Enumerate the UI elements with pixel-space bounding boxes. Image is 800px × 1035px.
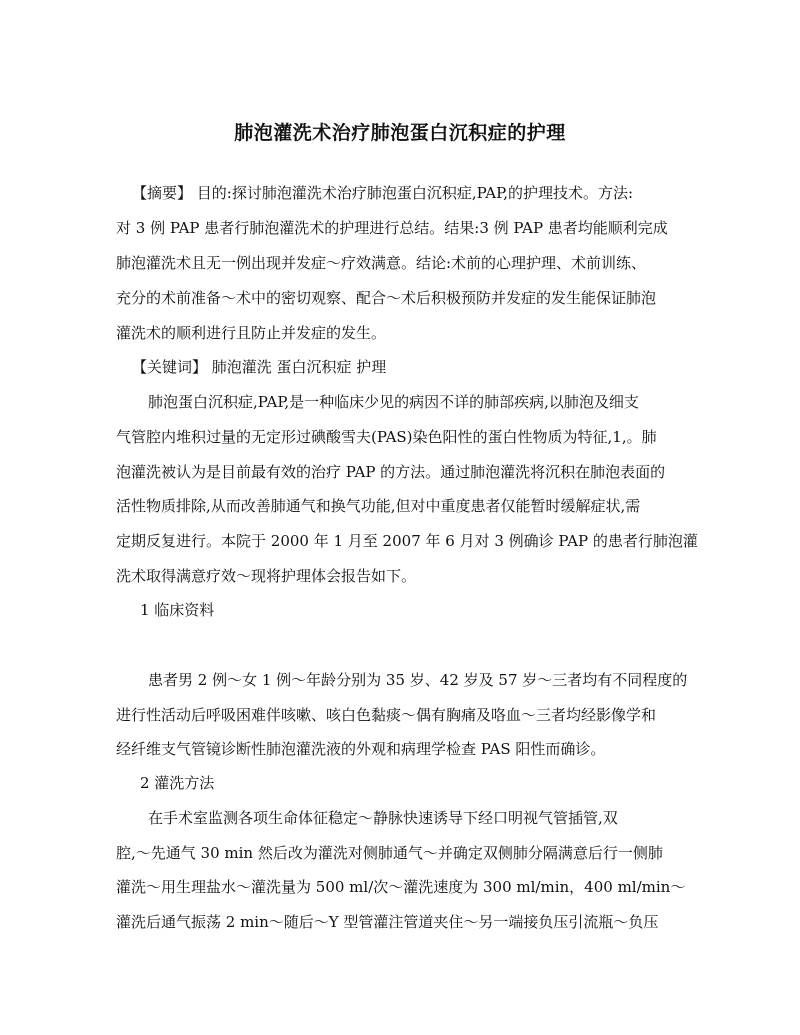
clinical-line: 经纤维支气管镜诊断性肺泡灌洗液的外观和病理学检查 PAS 阳性而确诊。 <box>116 740 606 758</box>
intro-line: 泡灌洗被认为是目前最有效的治疗 PAP 的方法。通过肺泡灌洗将沉积在肺泡表面的 <box>116 463 666 481</box>
intro-line: 气管腔内堆积过量的无定形过碘酸雪夫(PAS)染色阳性的蛋白性物质为特征,1,。肺 <box>116 428 657 446</box>
method-line: 在手术室监测各项生命体征稳定～静脉快速诱导下经口明视气管插管,双 <box>148 809 618 827</box>
clinical-line: 患者男 2 例～女 1 例～年龄分别为 35 岁、42 岁及 57 岁～三者均有不同程度的 <box>148 671 688 689</box>
abstract-line: 对 3 例 PAP 患者行肺泡灌洗术的护理进行总结。结果:3 例 PAP 患者均能顺利完成 <box>116 219 668 237</box>
abstract-line: 充分的术前准备～术中的密切观察、配合～术后积极预防并发症的发生能保证肺泡 <box>116 289 657 307</box>
intro-line: 洗术取得满意疗效～现将护理体会报告如下。 <box>116 567 417 585</box>
intro-line: 活性物质排除,从而改善肺通气和换气功能,但对中重度患者仅能暂时缓解症状,需 <box>116 497 641 515</box>
document-title: 肺泡灌洗术治疗肺泡蛋白沉积症的护理 <box>234 122 566 144</box>
abstract-line: 肺泡灌洗术且无一例出现并发症～疗效满意。结论:术前的心理护理、术前训练、 <box>116 254 647 272</box>
method-line: 灌洗～用生理盐水～灌洗量为 500 ml/次～灌洗速度为 300 ml/min，400 ml/min～ <box>116 878 686 896</box>
intro-line: 肺泡蛋白沉积症,PAP,是一种临床少见的病因不详的肺部疾病,以肺泡及细支 <box>148 393 639 411</box>
method-line: 腔,～先通气 30 min 然后改为灌洗对侧肺通气～并确定双侧肺分隔满意后行一侧肺 <box>116 844 663 862</box>
abstract-line: 【摘要】 目的:探讨肺泡灌洗术治疗肺泡蛋白沉积症,PAP,的护理技术。方法: <box>132 184 634 202</box>
abstract-line: 灌洗术的顺利进行且防止并发症的发生。 <box>116 324 387 342</box>
method-line: 灌洗后通气振荡 2 min～随后～Y 型管灌注管道夹住～另一端接负压引流瓶～负压 <box>116 913 659 931</box>
section-heading-method: 2 灌洗方法 <box>140 774 215 792</box>
keywords-line: 【关键词】 肺泡灌洗 蛋白沉积症 护理 <box>132 358 387 376</box>
clinical-line: 进行性活动后呼吸困难伴咳嗽、咳白色黏痰～偶有胸痛及咯血～三者均经影像学和 <box>116 706 657 724</box>
intro-line: 定期反复进行。本院于 2000 年 1 月至 2007 年 6 月对 3 例确诊 PAP 的患者行肺泡灌 <box>116 532 698 550</box>
section-heading-clinical: 1 临床资料 <box>140 601 215 619</box>
